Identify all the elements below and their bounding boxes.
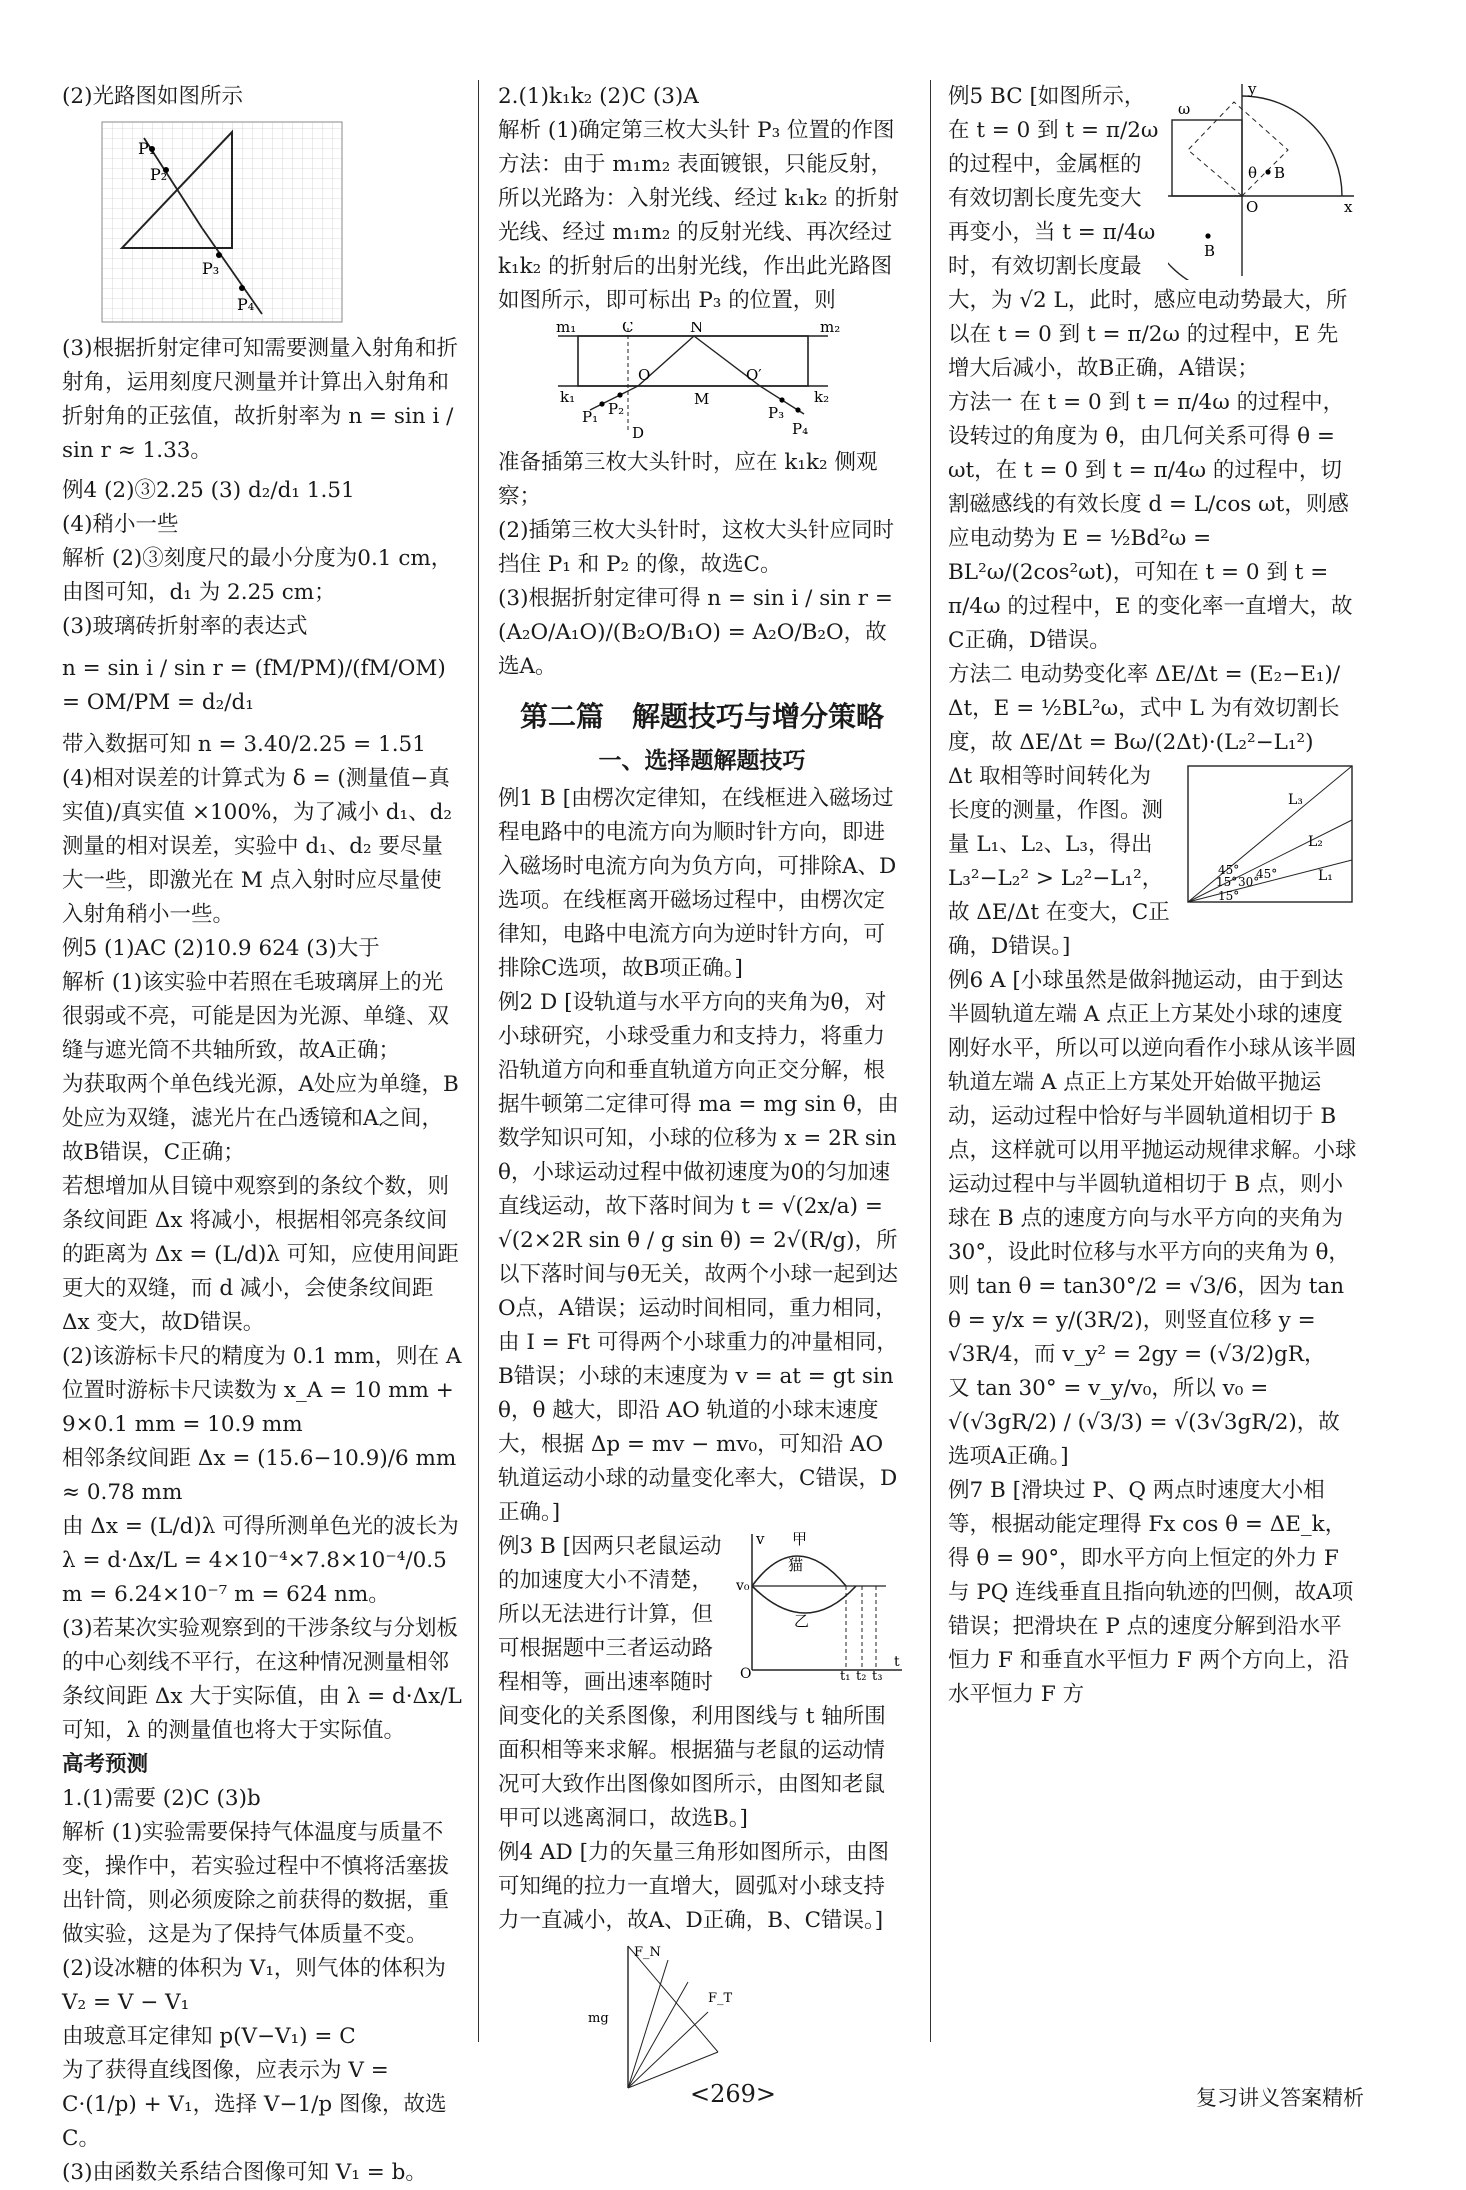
label-m1: m₁ [556, 322, 577, 336]
optics-diagram-2 [498, 322, 906, 442]
text-line: (4)稍小一些 [62, 512, 179, 537]
text-line: (2)光路图如图所示 [62, 84, 243, 109]
text-line: (3)若某次实验观察到的干涉条纹与分划板的中心刻线不平行，在这种情况测量相邻条纹间距 Δx 大于实际值，由 λ = d·Δx/L 可知，λ 的测量值也将大于实际值。 [62, 1616, 462, 1743]
length-construction-diagram [1178, 760, 1358, 910]
label-b-lower: B [1204, 242, 1216, 260]
axis-label-t: t [894, 1654, 900, 1670]
text-line: 解析 (1)确定第三枚大头针 P₃ 位置的作图方法：由于 m₁m₂ 表面镀银，只能反射，所以光路为：入射光线、经过 k₁k₂ 的折射光线、经过 m₁m₂ 的反射光线、再次经过 k₁k₂ 的折射后的出射光线，作出此光路图如图所示，即可标出 P₃ 的位置，则 [498, 118, 899, 313]
axis-label-y: y [1248, 80, 1257, 98]
formula: (3)根据折射定律可得 n = sin i / sin r = (A₂O/A₁O)/(B₂O/B₁O) = A₂O/B₂O，故选A。 [498, 586, 893, 679]
angle-label: 30° [1238, 875, 1260, 889]
label-p1: P₁ [138, 139, 156, 158]
example-4: 例4 AD [力的矢量三角形如图所示，由图可知绳的拉力一直增大，圆弧对小球支持力一直减小，故A、D正确，B、C错误。] [498, 1840, 890, 1933]
label-c: C [622, 322, 634, 336]
column-1 [62, 80, 462, 2190]
rotating-frame-diagram [1168, 80, 1358, 280]
label-m2: m₂ [820, 322, 841, 336]
axis-label-v: v [756, 1530, 765, 1548]
label-n: N [690, 322, 704, 336]
axis-label-x: x [1344, 198, 1353, 216]
label-yi: 乙 [794, 1612, 810, 1630]
text-line: Δt 取相等时间转化为长度的测量，作图。测量 L₁、L₂、L₃，得出 L₃²−L₂² > L₂²−L₁²，故 ΔE/Δt 在变大，C正确，D错误。] [948, 764, 1170, 959]
angle-label: 15° [1216, 875, 1238, 889]
label-d: D [632, 424, 645, 442]
label-p1: P₁ [582, 408, 599, 426]
text-line: (2)该游标卡尺的精度为 0.1 mm，则在 A 位置时游标卡尺读数为 x_A = 10 mm + 9×0.1 mm = 10.9 mm [62, 1344, 462, 1437]
label-l2: L₂ [1308, 834, 1323, 850]
section-subtitle: 一、选择题解题技巧 [598, 748, 806, 774]
formula: λ = d·Δx/L = 4×10⁻⁴×7.8×10⁻⁴/0.5 m = 6.24×10⁻⁷ m = 624 nm。 [62, 1548, 447, 1607]
label-cat: 猫 [788, 1556, 804, 1574]
label-t1: t₁ [840, 1669, 851, 1680]
page-number: <269> [689, 2080, 777, 2108]
angle-label: 15° [1218, 889, 1240, 903]
label-b-upper: B [1274, 164, 1286, 182]
label-o-prime: O′ [746, 366, 762, 384]
example-7: 例7 B [滑块过 P、Q 两点时速度大小相等，根据动能定理得 Fx cos θ = ΔE_k，得 θ = 90°，即水平方向上恒定的外力 F 与 PQ 连线垂直且指向轨迹的凹侧，故A项错误；把滑块在 P 点的速度分解到沿水平恒力 F 和垂直水平恒力 F 两个方向上，沿水平恒力 F 方 [948, 1478, 1354, 1707]
question-2: 2.(1)k₁k₂ (2)C (3)A [498, 84, 699, 109]
label-fn: F_N [634, 1945, 661, 1960]
text-line: 由 Δx = (L/d)λ 可得所测单色光的波长为 [62, 1514, 459, 1539]
method-2: 方法二 电动势变化率 ΔE/Δt = (E₂−E₁)/Δt，E = ½BL²ω，式中 L 为有效切割长度，故 ΔE/Δt = Bω/(2Δt)·(L₂²−L₁²) [948, 662, 1341, 755]
label-m: M [694, 390, 710, 408]
text-line: 准备插第三枚大头针时，应在 k₁k₂ 侧观察； [498, 450, 878, 509]
formula: 相邻条纹间距 Δx = (15.6−10.9)/6 mm ≈ 0.78 mm [62, 1446, 457, 1505]
label-p3: P₃ [768, 404, 785, 422]
example-4: 例4 (2)③2.25 (3) d₂/d₁ 1.51 [62, 478, 355, 503]
part-title: 第二篇 解题技巧与增分策略 [519, 700, 884, 733]
text-line: (2)设冰糖的体积为 V₁，则气体的体积为 V₂ = V − V₁ [62, 1956, 446, 2015]
label-p3: P₃ [202, 259, 220, 278]
text-line: 解析 (2)③刻度尺的最小分度为0.1 cm，由图可知，d₁ 为 2.25 cm； [62, 546, 453, 605]
footer-text: 复习讲义答案精析 [1196, 2086, 1364, 2110]
label-k1: k₁ [560, 388, 576, 406]
label-l3: L₃ [1288, 792, 1303, 808]
text-line: (2)插第三枚大头针时，这枚大头针应同时挡住 P₁ 和 P₂ 的像，故选C。 [498, 518, 894, 577]
label-v0: v₀ [736, 1578, 750, 1594]
label-k2: k₂ [814, 388, 830, 406]
text-line: 为了获得直线图像，应表示为 V = C·(1/p) + V₁，选择 V−1/p 图像，故选C。 [62, 2058, 447, 2151]
angle-label: 45° [1256, 867, 1278, 881]
example-6: 例6 A [小球虽然是做斜抛运动，由于到达半圆轨道左端 A 点正上方某处小球的速度刚好水平，所以可以逆向看作小球从该半圆轨道左端 A 点正上方某处开始做平抛运动，运动过程中恰好与半圆轨道相切于 B 点，这样就可以用平抛运动规律求解。小球运动过程中与半圆轨道相切于 B 点，则小球在 B 点的速度方向与水平方向的夹角为 30°，设此时位移与水平方向的夹角为 θ，则 tan θ = tan30°/2 = √3/6，因为 tan θ = y/x = y/(3R/2)，则竖直位移 y = √3R/4，而 v_y² = 2gy = (√3/2)gR， [948, 968, 1357, 1367]
column-3 [948, 80, 1358, 1712]
text-line: (3)根据折射定律可知需要测量入射角和折射角，运用刻度尺测量并计算出入射角和折射角的正弦值，故折射率为 n = sin i / sin r ≈ 1.33。 [62, 336, 458, 463]
formula: 带入数据可知 n = 3.40/2.25 = 1.51 [62, 732, 426, 757]
optics-diagram-1 [62, 118, 462, 328]
example-3: 例3 B [因两只老鼠运动的加速度大小不清楚，所以无法进行计算，但可根据题中三者运动路程相等，画出速率随时间变化的关系图像，利用图线与 t 轴所围面积相等来求解。根据猫与老鼠的运动情况可大致作出图像如图所示，由图知老鼠甲可以逃离洞口，故选B。] [498, 1534, 886, 1831]
label-jia: 甲 [792, 1530, 808, 1548]
column-divider [930, 80, 931, 2042]
text-line: (3)由函数关系结合图像可知 V₁ = b。 [62, 2160, 427, 2185]
example-5: 例5 (1)AC (2)10.9 624 (3)大于 [62, 936, 380, 961]
label-o: O [1246, 198, 1259, 216]
label-t3: t₃ [872, 1669, 883, 1680]
column-2 [498, 80, 906, 2096]
angle-label: 45° [1218, 863, 1240, 877]
label-o: O [638, 366, 651, 384]
label-o: O [740, 1666, 752, 1680]
text-line: 由玻意耳定律知 p(V−V₁) = C [62, 2024, 356, 2049]
column-divider [478, 80, 479, 2042]
method-1: 方法一 在 t = 0 到 t = π/4ω 的过程中，设转过的角度为 θ，由几何关系可得 θ = ωt，在 t = 0 到 t = π/4ω 的过程中，切割磁感线的有效长度 d = L/cos ωt，则感应电动势为 E = ½Bd²ω = BL²ω/(2cos²ωt)，可知在 t = 0 到 t = π/4ω 的过程中，E 的变化率一直增大，故C正确，D错误。 [948, 390, 1353, 653]
label-theta: θ [1248, 164, 1258, 182]
example-1: 例1 B [由楞次定律知，在线框进入磁场过程电路中的电流方向为顺时针方向，即进入磁场时电流方向为负方向，可排除A、D选项。在线框离开磁场过程中，由楞次定律知，电路中电流方向为逆时针方向，可排除C选项，故B项正确。] [498, 786, 897, 981]
label-t2: t₂ [856, 1669, 867, 1680]
example-2: 例2 D [设轨道与水平方向的夹角为θ，对小球研究，小球受重力和支持力，将重力沿轨道方向和垂直轨道方向正交分解，根据牛顿第二定律可得 ma = mg sin θ，由数学知识可知，小球的位移为 x = 2R sin θ，小球运动过程中做初速度为0的匀加速直线运动，故下落时间为 t = √(2x/a) = √(2×2R sin θ / g sin θ) = 2√(R/g)，所以下落时间与θ无关，故两个小球一起到达O点，A错误；运动时间相同，重力相同，由 I = Ft 可得两个小球重力的冲量相同，B错误；小球的末速度为 v = at = gt sin θ，θ 越大，即沿 AO 轨道的小球末速度大，根据 Δp = mv − mv₀，可知沿 AO 轨道运动小球的动量变化率大，C错误，D正确。] [498, 990, 899, 1525]
formula: 又 tan 30° = v_y/v₀，所以 v₀ = √(√3gR/2) / (√3/3) = √(3√3gR/2)，故选项A正确。] [948, 1376, 1340, 1469]
text-line: (4)相对误差的计算式为 δ = (测量值−真实值)/真实值 ×100%，为了减小 d₁、d₂ 测量的相对误差，实验中 d₁、d₂ 要尽量大一些，即激光在 M 点入射时应尽量使入射角稍小一些。 [62, 766, 453, 927]
text-line: 解析 (1)该实验中若照在毛玻璃屏上的光很弱或不亮，可能是因为光源、单缝、双缝与遮光筒不共轴所致，故A正确； [62, 970, 450, 1063]
label-mg: mg [588, 2011, 609, 2026]
label-p2: P₂ [608, 400, 625, 418]
velocity-time-graph [736, 1530, 906, 1680]
text-line: 解析 (1)实验需要保持气体温度与质量不变，操作中，若实验过程中不慎将活塞拔出针筒，则必须废除之前获得的数据，重做实验，这是为了保持气体质量不变。 [62, 1820, 450, 1947]
label-p4: P₄ [792, 420, 809, 438]
text-line: (3)玻璃砖折射率的表达式 [62, 614, 308, 639]
section-heading: 高考预测 [62, 1752, 149, 1777]
label-ft: F_T [708, 1991, 733, 2006]
formula: n = sin i / sin r = (fM/PM)/(fM/OM) = OM/PM = d₂/d₁ [62, 656, 446, 715]
text-line: 为获取两个单色线光源，A处应为单缝，B处应为双缝，滤光片在凸透镜和A之间，故B错误，C正确； [62, 1072, 459, 1165]
label-p2: P₂ [150, 165, 168, 184]
force-triangle-diagram [558, 1942, 758, 2092]
label-omega: ω [1178, 100, 1191, 118]
text-line: 若想增加从目镜中观察到的条纹个数，则条纹间距 Δx 将减小，根据相邻亮条纹间的距离为 Δx = (L/d)λ 可知，应使用间距更大的双缝，而 d 减小，会使条纹间距 Δx 变大，故D错误。 [62, 1174, 459, 1335]
label-l1: L₁ [1318, 868, 1333, 884]
label-p4: P₄ [237, 295, 255, 314]
example-5: 例5 BC [如图所示，在 t = 0 到 t = π/2ω 的过程中，金属框的有效切割长度先变大再变小，当 t = π/4ω 时，有效切割长度最大，为 √2 L，此时，感应电动势最大，所以在 t = 0 到 t = π/2ω 的过程中，E 先增大后减小，故B正确，A错误； [948, 84, 1348, 381]
text-line: 1.(1)需要 (2)C (3)b [62, 1786, 261, 1811]
